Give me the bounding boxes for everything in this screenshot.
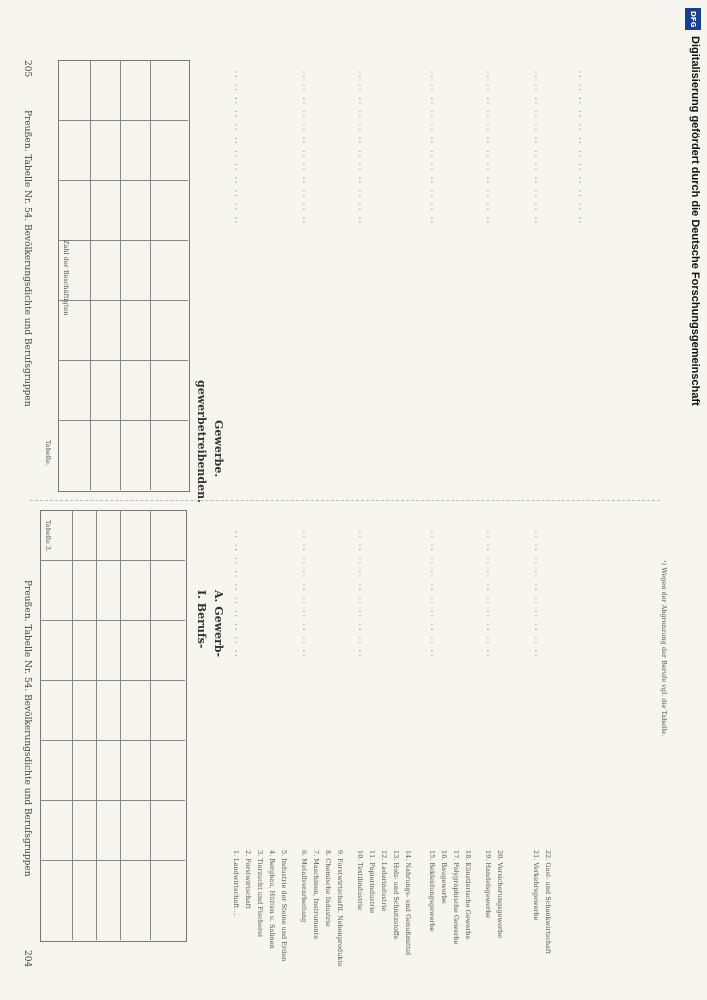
right-page-number: 205 (22, 60, 32, 78)
left-table-label: Tabelle 3. (44, 520, 52, 552)
left-footnote: ¹) Wegen der Abgrenzung der Berufe vgl. die Tabelle. (660, 560, 668, 737)
left-section-heading-1: I. Berufs- (195, 590, 208, 649)
data-column: ·· ·· ·· ·· ·· ·· ·· ·· ·· ·· (532, 530, 540, 658)
data-column: ·· ·· ·· ·· ·· ·· ·· ·· ·· ·· ·· ·· (576, 70, 584, 225)
left-page-title: Preußen. Tabelle Nr. 54. Bevölkerungsdichte und Berufsgruppen (22, 580, 32, 877)
row-label-9: 9. Forstwirtschaftl. Nebenprodukte (336, 850, 344, 967)
data-column: ·· ·· ·· ·· ·· ·· ·· ·· ·· ·· ·· ·· (300, 70, 308, 225)
data-column: ·· ·· ·· ·· ·· ·· ·· ·· ·· ·· ·· ·· (356, 70, 364, 225)
data-column: ·· ·· ·· ·· ·· ·· ·· ·· ·· ·· (232, 530, 240, 658)
data-column: ·· ·· ·· ·· ·· ·· ·· ·· ·· ·· ·· ·· (428, 70, 436, 225)
row-label-22: 22. Gast- und Schankwirtschaft (544, 850, 552, 954)
row-label-20: 20. Versicherungsgewerbe (496, 850, 504, 939)
row-label-6: 6. Metallverarbeitung (300, 850, 308, 923)
row-label-10: 10. Textilindustrie (356, 850, 364, 911)
data-column: ·· ·· ·· ·· ·· ·· ·· ·· ·· ·· (300, 530, 308, 658)
row-label-16: 16. Baugewerbe (440, 850, 448, 904)
right-table (58, 60, 190, 492)
right-col-header-note: Zahl der Beschäftigten (62, 240, 70, 316)
row-label-18: 18. Künstlerische Gewerbe (464, 850, 472, 940)
right-page-title: Preußen. Tabelle Nr. 54. Bevölkerungsdichte und Berufsgruppen (22, 110, 32, 407)
row-label-11: 11. Papierindustrie (368, 850, 376, 914)
row-label-4: 4. Bergbau, Hütten u. Salinen (268, 850, 276, 949)
dfg-funding-notice: Digitalisierung gefördert durch die Deutsche Forschungsgemeinschaft (689, 36, 701, 406)
row-label-17: 17. Polygraphische Gewerbe (452, 850, 460, 945)
left-table (40, 510, 187, 942)
right-table-title: Tabelle. (44, 440, 52, 466)
data-column: ·· ·· ·· ·· ·· ·· ·· ·· ·· ·· ·· ·· (532, 70, 540, 225)
row-label-2: 2. Forstwirtschaft (244, 850, 252, 909)
data-column: ·· ·· ·· ·· ·· ·· ·· ·· ·· ·· (356, 530, 364, 658)
row-label-14: 14. Nahrungs- und Genußmittel (404, 850, 412, 956)
row-label-15: 15. Bekleidungsgewerbe (428, 850, 436, 932)
dfg-logo-icon: DFG (685, 8, 701, 30)
page-gutter (30, 500, 660, 501)
data-column: ·· ·· ·· ·· ·· ·· ·· ·· ·· ·· ·· ·· (484, 70, 492, 225)
data-column: ·· ·· ·· ·· ·· ·· ·· ·· ·· ·· (428, 530, 436, 658)
left-page-number: 204 (22, 950, 32, 968)
data-column: ·· ·· ·· ·· ·· ·· ·· ·· ·· ·· (484, 530, 492, 658)
left-section-heading-2: A. Gewerb- (212, 590, 225, 658)
row-label-13: 13. Holz- und Schnitzstoffe (392, 850, 400, 940)
dfg-sidebar (683, 0, 705, 1000)
right-section-heading: gewerbetreibenden. (195, 380, 208, 503)
row-label-12: 12. Lederindustrie (380, 850, 388, 912)
row-label-7: 7. Maschinen, Instrumente (312, 850, 320, 940)
row-label-21: 21. Verkehrsgewerbe (532, 850, 540, 921)
row-label-5: 5. Industrie der Steine und Erden (280, 850, 288, 962)
row-label-3: 3. Tierzucht und Fischerei (256, 850, 264, 937)
row-label-19: 19. Handelsgewerbe (484, 850, 492, 919)
right-subsection-heading: Gewerbe. (212, 420, 225, 478)
row-label-1: 1. Landwirtschaft ... (232, 850, 240, 917)
row-label-8: 8. Chemische Industrie (324, 850, 332, 927)
data-column: ·· ·· ·· ·· ·· ·· ·· ·· ·· ·· ·· ·· (232, 70, 240, 225)
